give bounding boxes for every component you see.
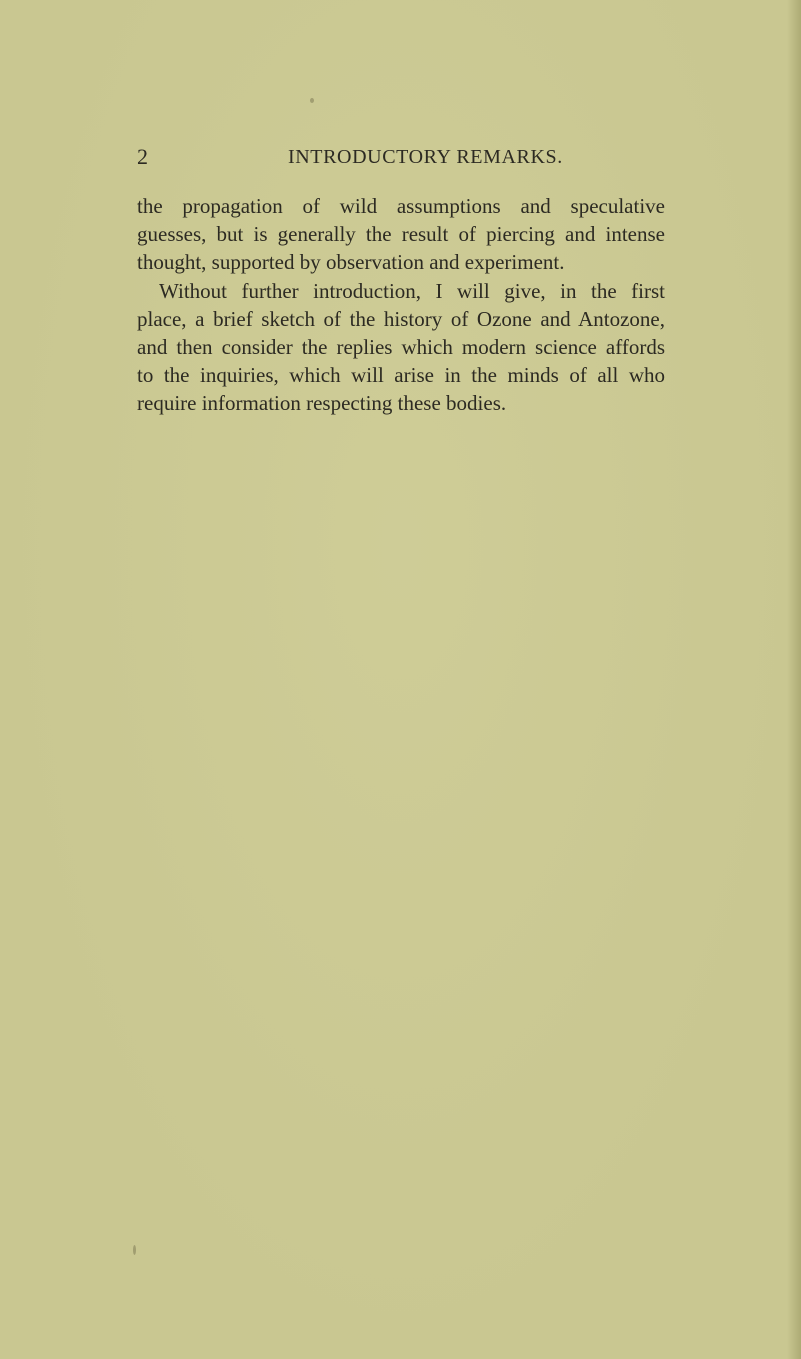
text-line: Without further introduction, I will give, in the first bbox=[159, 278, 665, 303]
running-head: INTRODUCTORY REMARKS. bbox=[288, 146, 563, 168]
text-line: require information respecting these bodies. bbox=[137, 391, 507, 416]
speck-mark bbox=[133, 1245, 136, 1255]
text-line: to the inquiries, which will arise in the minds of all who bbox=[137, 363, 665, 388]
text-line: place, a brief sketch of the history of Ozone and Antozone, bbox=[137, 306, 665, 331]
page-edge-shadow bbox=[787, 0, 801, 1359]
text-line: and then consider the replies which modern science affords bbox=[137, 335, 665, 360]
text-line: guesses, but is generally the result of piercing and intense bbox=[137, 222, 665, 247]
speck-mark bbox=[310, 98, 314, 103]
page-header bbox=[137, 140, 657, 174]
body-text bbox=[137, 192, 665, 418]
page-number: 2 bbox=[137, 144, 148, 169]
text-line: the propagation of wild assumptions and speculative bbox=[137, 194, 665, 218]
text-line: thought, supported by observation and experiment. bbox=[137, 250, 565, 275]
